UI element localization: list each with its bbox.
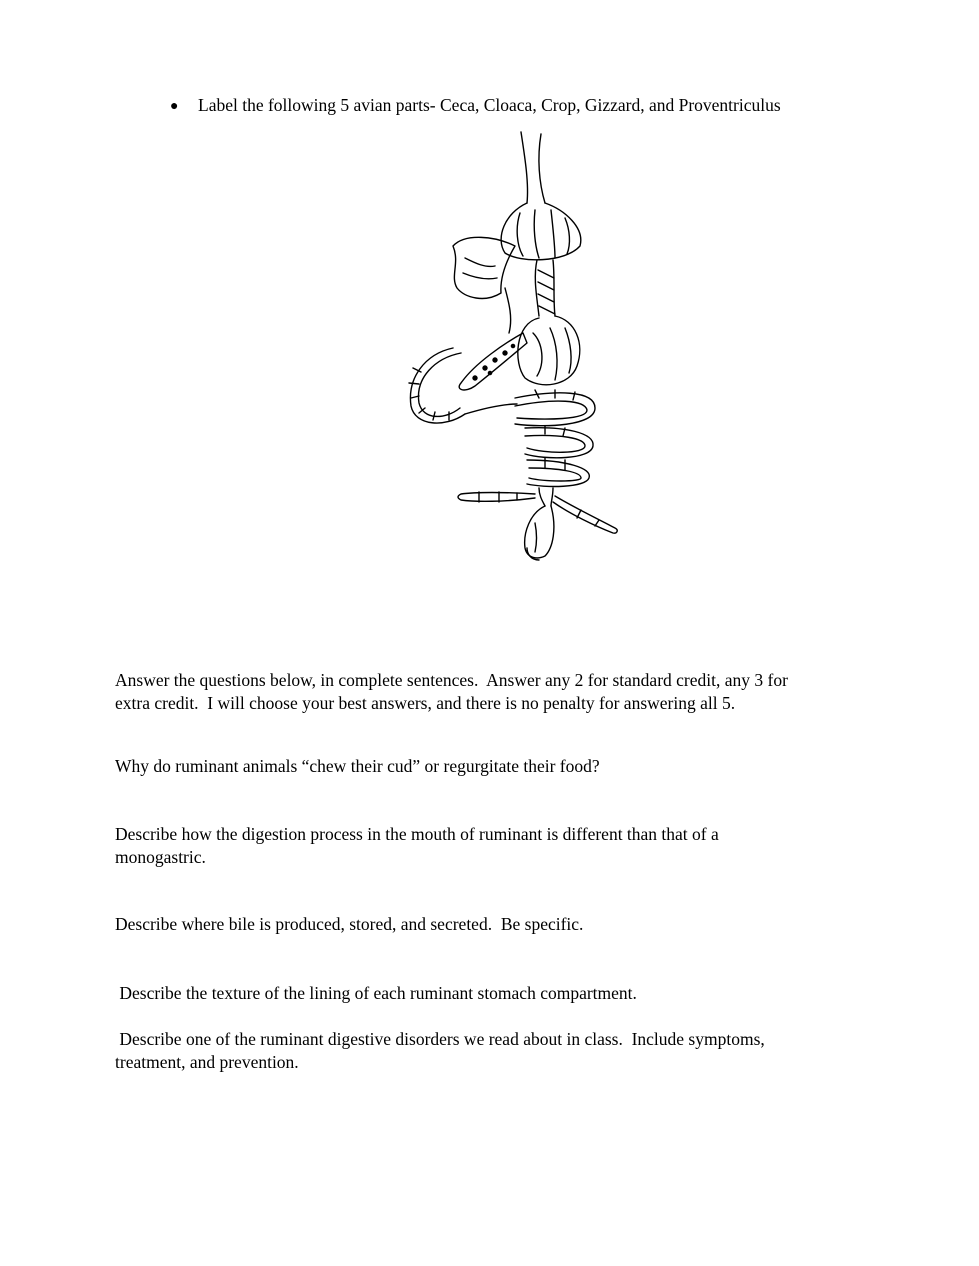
intro-line-2: extra credit. I will choose your best answers, and there is no penalty for answering all 5. [115, 693, 736, 713]
question-4: Describe the texture of the lining of each ruminant stomach compartment. [115, 983, 637, 1003]
instruction-text: Label the following 5 avian parts- Ceca, Cloaca, Crop, Gizzard, and Proventriculus [198, 95, 781, 115]
esophagus-drawing [521, 132, 545, 203]
gizzard-drawing [518, 316, 580, 385]
ceca-drawing [458, 492, 617, 533]
pouch-drawing [453, 237, 515, 333]
question-2-line-1: Describe how the digestion process in the mouth of ruminant is different than that of a [115, 824, 719, 844]
proventriculus-drawing [535, 260, 555, 316]
intestine-drawing [409, 348, 595, 486]
question-3: Describe where bile is produced, stored, and secreted. Be specific. [115, 914, 584, 934]
question-5-line-2: treatment, and prevention. [115, 1052, 299, 1072]
instruction-item [170, 94, 781, 118]
question-1: Why do ruminant animals “chew their cud” or regurgitate their food? [115, 756, 600, 776]
question-5-line-1: Describe one of the ruminant digestive disorders we read about in class. Include symptoms, [115, 1029, 765, 1049]
question-2-line-2: monogastric. [115, 847, 206, 867]
duodenum-drawing [459, 333, 527, 390]
intro-line-1: Answer the questions below, in complete sentences. Answer any 2 for standard credit, any 3 for [115, 670, 788, 690]
crop-drawing [501, 203, 581, 260]
avian-digestive-tract-diagram [405, 128, 635, 568]
bullet-icon: ● [170, 99, 179, 114]
